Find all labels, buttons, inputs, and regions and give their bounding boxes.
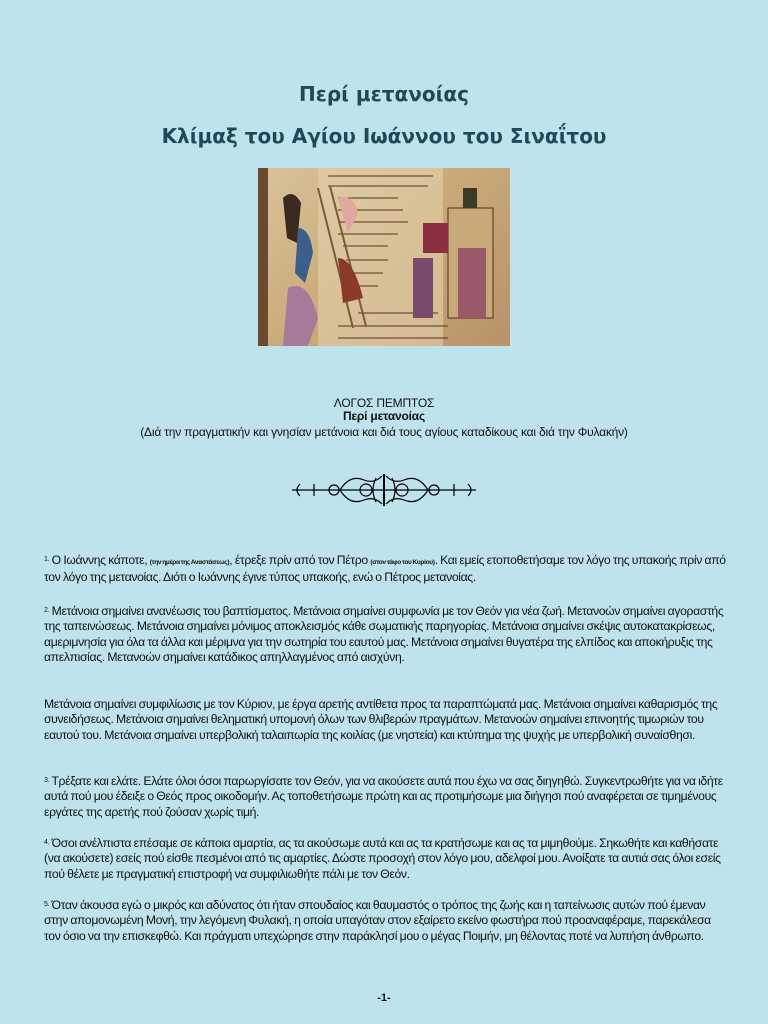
paragraph-6 <box>44 898 728 944</box>
manuscript-ladder-icon <box>258 168 510 346</box>
verse-number: 5. <box>44 901 50 908</box>
paragraph-text: Μετάνοια σημαίνει συμφιλίωσις με τον Κύριον, με έργα αρετής αντίθετα προς τα παραπτώματά μας. Μετάνοια σημαίνει καθαρισμός της συνειδήσεως. Μετάνοια σημαίνει θεληματική υπομονή όλων των θλιβερών πραγμάτων. Μετανοών σημαίνει επινοητής τιμωριών του εαυτού του. Μετάνοια σημαίνει υπερβολική ταλαιπωρία της κοιλίας (με νηστεία) και κτύπημα της ψυχής με υπερβολική συναίσθησι. <box>44 697 718 742</box>
paragraph-3 <box>44 697 728 743</box>
verse-number: 1. <box>44 556 50 563</box>
document-title: Περί μετανοίας <box>298 82 470 106</box>
manuscript-illustration <box>258 168 510 346</box>
paragraph-4 <box>44 774 728 820</box>
paragraph-5 <box>44 836 728 882</box>
paragraph-text: Τρέξατε και ελάτε. Ελάτε όλοι όσοι παρωργίσατε τον Θεόν, για να ακούσετε αυτά που έχω να σας διηγηθώ. Συγκεντρωθήτε για να ιδήτε αυτά πού μου έδειξε ο Θεός προς οικοδομήν. Ας τοποθετήσωμε πρώτη και ας προτιμήσωμε μια διήγησι πού αναφέρεται σε τιμημένους εργάτες της αρετής πού ζούσαν χωρίς τιμή. <box>44 774 723 819</box>
section-heading: ΛΟΓΟΣ ΠΕΜΠΤΟΣ <box>333 396 435 410</box>
page-number: -1- <box>377 992 391 1004</box>
paragraph-text: Όταν άκουσα εγώ ο μικρός και αδύνατος ότι ήταν σπουδαίος και θαυμαστός ο τρόπος της ζωής και η ταπείνωσις αυτών πού έμεναν στην απομονωμένη Μονή, την λεγόμενη Φυλακή, η οποία υπαγόταν στον εξαίρετο εκείνο φωστήρα πού προαναφέραμε, παρεκάλεσα τον όσιο να την επισκεφθώ. Και πράγματι υπεχώρησε στην παράκλησί μου ο μέγας Ποιμήν, μη θέλοντας ποτέ να λυπήση άνθρωπο. <box>44 898 711 943</box>
section-topic: Περί μετανοίας <box>342 409 426 423</box>
paragraph-text: . Και εμείς ετοποθετήσαμε τον λόγο της υπακοής πρίν από τον λόγο της μετανοίας. Διότι ο Ιωάννης έγινε τύπος υπακοής, ενώ ο Πέτρος μετανοίας. <box>44 553 726 585</box>
verse-number: 2. <box>44 607 50 614</box>
verse-number: 4. <box>44 839 50 846</box>
inline-note: (στον τάφο του Κυρίου) <box>370 559 435 566</box>
paragraph-text: , έτρεξε πρίν από τον Πέτρο <box>229 553 371 567</box>
inline-note: (την ημέρα της Αναστάσεως) <box>149 559 230 566</box>
paragraph-text: Ο Ιωάννης κάποτε, <box>49 553 150 567</box>
document-subtitle: Κλίμαξ του Αγίου Ιωάννου του Σιναΐτου <box>161 124 607 148</box>
paragraph-2 <box>44 604 728 666</box>
paragraph-1 <box>44 553 728 586</box>
paragraph-text: Όσοι ανέλπιστα επέσαμε σε κάποια αμαρτία, ας τα ακούσωμε αυτά και ας τα κρατήσωμε και ας τα μιμηθούμε. Σηκωθήτε και καθήσατε (να ακούσετε) εσείς πού είσθε πεσμένοι από τις αμαρτίες. Δώστε προσοχή στον λόγο μου, αδελφοί μου. Ανοίξατε τα αυτιά σας όλοι εσείς πού θέλετε με πραγματική επιστροφή να συμφιλιωθήτε πάλι με τον Θεόν. <box>44 836 721 881</box>
ornament-divider-icon <box>290 472 478 508</box>
section-note: (Διά την πραγματικήν και γνησίαν μετάνοια και διά τους αγίους καταδίκους και διά την Φυλακήν) <box>140 425 628 439</box>
paragraph-text: Μετάνοια σημαίνει ανανέωσις του βαπτίσματος. Μετάνοια σημαίνει συμφωνία με τον Θεόν για νέα ζωή. Μετανοών σημαίνει αγοραστής της ταπεινώσεως. Μετάνοια σημαίνει μόνιμος αποκλεισμός κάθε σωματικής παρηγορίας. Μετάνοια σημαίνει σκέψις αυτοκατακρίσεως, αμεριμνησία για όλα τα άλλα και μέριμνα για την σωτηρία του εαυτού μας. Μετάνοια σημαίνει θυγατέρα της ελπίδος και αποκήρυξις της απελπισίας. Μετανοών σημαίνει κατάδικος απηλλαγμένος από αισχύνη. <box>44 604 724 665</box>
verse-number: 3. <box>44 777 50 784</box>
